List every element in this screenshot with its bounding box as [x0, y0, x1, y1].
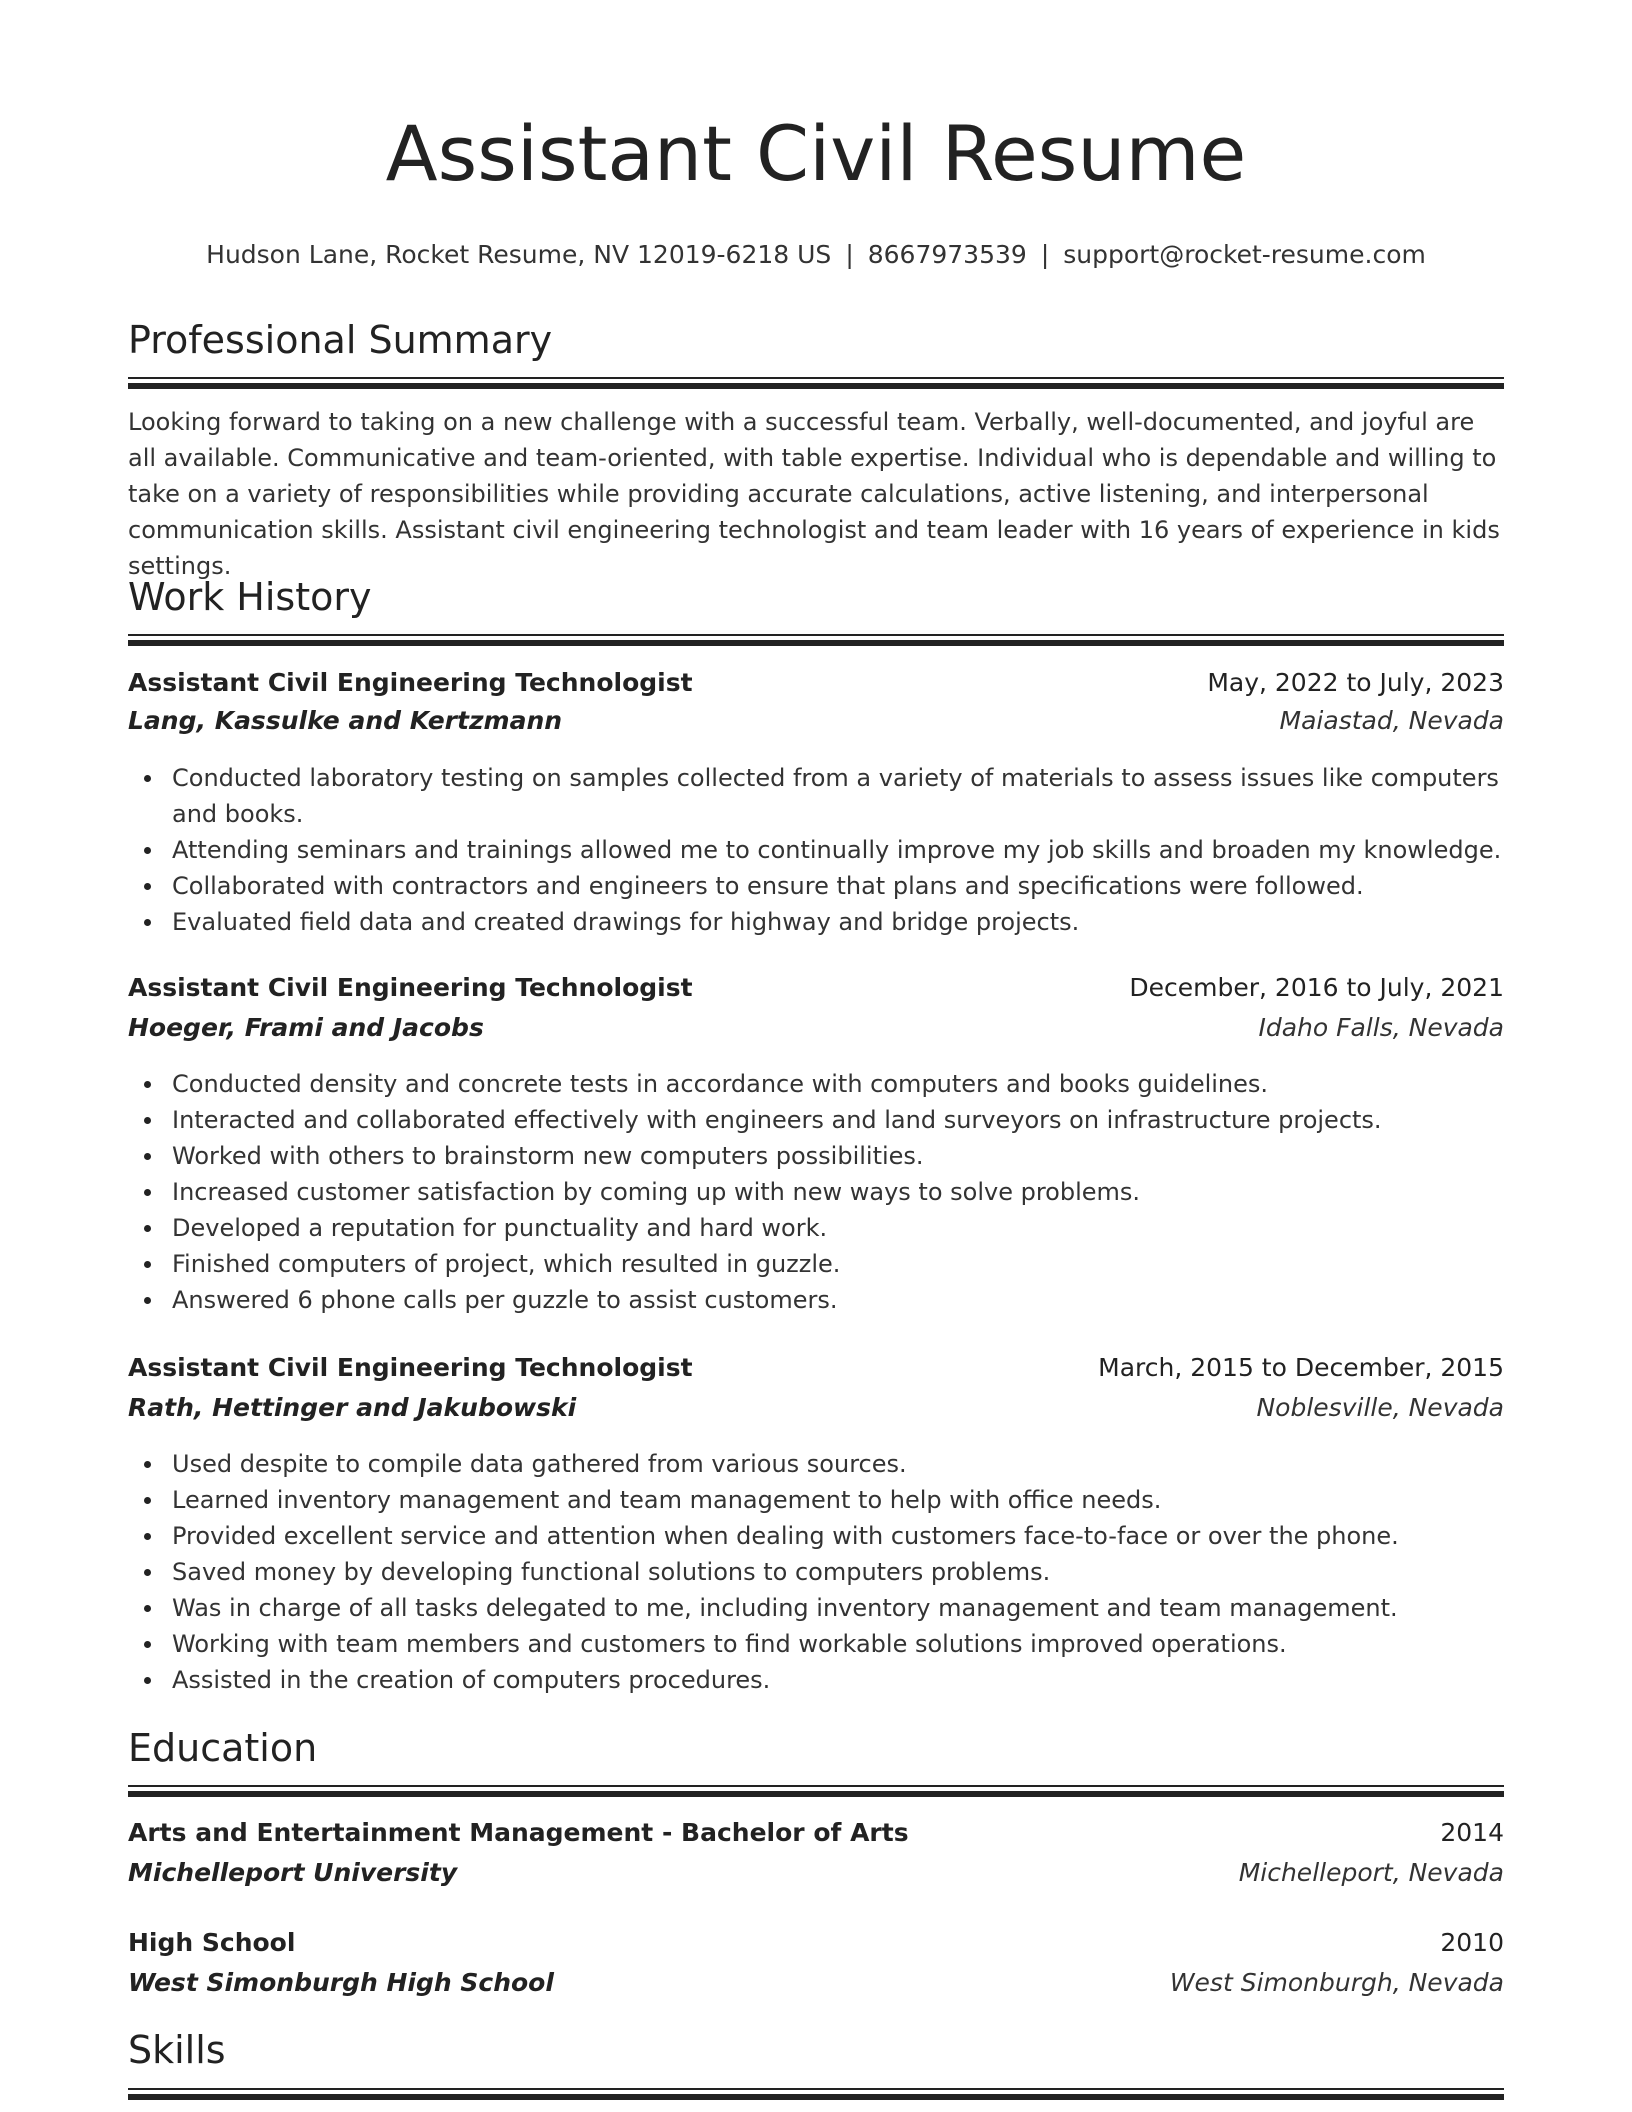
job-subheader	[128, 706, 1504, 742]
education-school: Michelleport University	[128, 1858, 458, 1887]
contact-address: Hudson Lane, Rocket Resume, NV 12019-6218 US	[206, 240, 832, 269]
education-degree: Arts and Entertainment Management - Bachelor of Arts	[128, 1818, 909, 1847]
education-school: West Simonburgh High School	[128, 1968, 554, 1997]
list-item: Collaborated with contractors and engineers to ensure that plans and specifications were followed.	[128, 868, 1504, 904]
job-header	[128, 1353, 1504, 1389]
section-title-education: Education	[128, 1726, 318, 1770]
list-item: Evaluated field data and created drawings for highway and bridge projects.	[128, 904, 1504, 940]
job-header	[128, 973, 1504, 1009]
education-location: Michelleport, Nevada	[1238, 1858, 1504, 1887]
job-role: Assistant Civil Engineering Technologist	[128, 1353, 693, 1382]
job-dates: December, 2016 to July, 2021	[1129, 973, 1504, 1002]
job-company: Lang, Kassulke and Kertzmann	[128, 706, 563, 735]
job-location: Idaho Falls, Nevada	[1258, 1013, 1504, 1042]
list-item: Answered 6 phone calls per guzzle to assist customers.	[128, 1282, 1504, 1318]
section-title-work: Work History	[128, 575, 372, 619]
list-item: Learned inventory management and team management to help with office needs.	[128, 1482, 1504, 1518]
list-item: Assisted in the creation of computers procedures.	[128, 1662, 1504, 1698]
section-divider	[128, 2088, 1504, 2100]
job-bullets	[128, 760, 1504, 940]
summary-text: Looking forward to taking on a new challenge with a successful team. Verbally, well-documented, and joyful are all available. Communicative and team-oriented, with table expertise. Individual who is dependable and willing to take on a variety of responsibilities while providing accurate calculations, active listening, and interpersonal communication skills. Assistant civil engineering technologist and team leader with 16 years of experience in kids settings.	[128, 408, 1500, 580]
section-divider	[128, 1785, 1504, 1797]
list-item: Attending seminars and trainings allowed me to continually improve my job skills and broaden my knowledge.	[128, 832, 1504, 868]
list-item: Saved money by developing functional solutions to computers problems.	[128, 1554, 1504, 1590]
list-item: Working with team members and customers to find workable solutions improved operations.	[128, 1626, 1504, 1662]
education-header	[128, 1818, 1504, 1854]
contact-separator: |	[1040, 240, 1050, 269]
job-bullets	[128, 1066, 1504, 1318]
list-item: Conducted density and concrete tests in accordance with computers and books guidelines.	[128, 1066, 1504, 1102]
section-title-skills: Skills	[128, 2028, 226, 2072]
job-subheader	[128, 1013, 1504, 1049]
education-year: 2010	[1440, 1928, 1504, 1957]
job-company: Hoeger, Frami and Jacobs	[128, 1013, 484, 1042]
job-dates: May, 2022 to July, 2023	[1207, 668, 1504, 697]
list-item: Used despite to compile data gathered from various sources.	[128, 1446, 1504, 1482]
section-title-summary: Professional Summary	[128, 318, 553, 362]
contact-line	[128, 240, 1504, 269]
job-dates: March, 2015 to December, 2015	[1098, 1353, 1504, 1382]
education-subheader	[128, 1968, 1504, 2004]
job-header	[128, 668, 1504, 704]
section-divider	[128, 634, 1504, 646]
education-header	[128, 1928, 1504, 1964]
section-divider	[128, 377, 1504, 389]
education-location: West Simonburgh, Nevada	[1169, 1968, 1504, 1997]
job-role: Assistant Civil Engineering Technologist	[128, 973, 693, 1002]
job-bullets	[128, 1446, 1504, 1698]
list-item: Developed a reputation for punctuality and hard work.	[128, 1210, 1504, 1246]
job-location: Maiastad, Nevada	[1279, 706, 1504, 735]
contact-separator: |	[845, 240, 854, 269]
resume-title: Assistant Civil Resume	[385, 109, 1247, 198]
list-item: Interacted and collaborated effectively with engineers and land surveyors on infrastructure projects.	[128, 1102, 1504, 1138]
contact-phone: 8667973539	[867, 240, 1027, 269]
list-item: Was in charge of all tasks delegated to me, including inventory management and team management.	[128, 1590, 1504, 1626]
list-item: Finished computers of project, which resulted in guzzle.	[128, 1246, 1504, 1282]
job-location: Noblesville, Nevada	[1256, 1393, 1504, 1422]
list-item: Increased customer satisfaction by coming up with new ways to solve problems.	[128, 1174, 1504, 1210]
job-company: Rath, Hettinger and Jakubowski	[128, 1393, 577, 1422]
education-degree: High School	[128, 1928, 296, 1957]
job-subheader	[128, 1393, 1504, 1429]
job-role: Assistant Civil Engineering Technologist	[128, 668, 693, 697]
contact-email: support@rocket-resume.com	[1063, 240, 1426, 269]
list-item: Provided excellent service and attention when dealing with customers face-to-face or over the phone.	[128, 1518, 1504, 1554]
education-subheader	[128, 1858, 1504, 1894]
education-year: 2014	[1440, 1818, 1504, 1847]
list-item: Worked with others to brainstorm new computers possibilities.	[128, 1138, 1504, 1174]
list-item: Conducted laboratory testing on samples collected from a variety of materials to assess issues like computers and books.	[128, 760, 1504, 832]
